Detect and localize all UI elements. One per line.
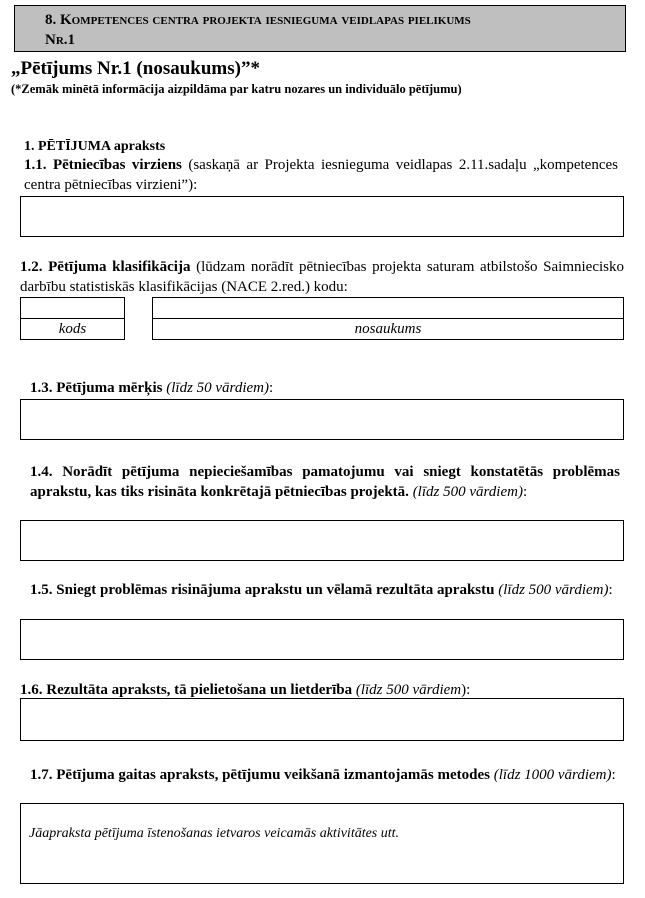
research-direction-field[interactable] (20, 196, 624, 237)
appendix-header: 8. Kompetences centra projekta iesnieguma veidlapas pielikums Nr.1 (14, 5, 626, 52)
item-1-2-label: 1.2. Pētījuma klasifikācija (lūdzam norādīt pētniecības projekta saturam atbilstošo Saimniecisko darbību statistiskās klasifikācijas (NACE 2.red.) kodu: (20, 259, 625, 295)
problem-justification-field[interactable] (20, 520, 624, 561)
item-1-3-label: 1.3. Pētījuma mērķis (līdz 50 vārdiem): (30, 380, 274, 396)
result-description-field[interactable] (20, 698, 624, 741)
study-title: „Pētījums Nr.1 (nosaukums)”* (11, 58, 260, 79)
study-note: (*Zemāk minētā informācija aizpildāma par katru nozares un individuālo pētījumu) (11, 82, 462, 96)
study-goal-field[interactable] (20, 399, 624, 440)
solution-description-field[interactable] (20, 619, 624, 660)
item-1-5-label: 1.5. Sniegt problēmas risinājuma aprakstu un vēlamā rezultāta aprakstu (līdz 500 vārdiem): (30, 582, 613, 598)
nace-name-label: nosaukums (152, 318, 624, 340)
section-heading: 1. PĒTĪJUMA apraksts (24, 139, 166, 154)
methods-description-hint: Jāapraksta pētījuma īstenošanas ietvaros veicamās aktivitātes utt. (29, 826, 400, 841)
item-1-1-label: 1.1. Pētniecības virziens (saskaņā ar Projekta iesnieguma veidlapas 2.11.sadaļu „kompetences centra pētniecības virzieni”): (24, 157, 618, 193)
methods-description-field[interactable] (20, 803, 624, 884)
nace-name-field[interactable] (152, 297, 624, 319)
item-1-6-label: 1.6. Rezultāta apraksts, tā pielietošana un lietderība (līdz 500 vārdiem): (20, 682, 471, 698)
item-1-4-label: 1.4. Norādīt pētījuma nepieciešamības pamatojumu vai sniegt konstatētās problēmas aprakstu, kas tiks risināta konkrētajā pētniecības projektā. (līdz 500 vārdiem): (30, 464, 620, 500)
nace-code-field[interactable] (20, 297, 125, 319)
item-1-7-label: 1.7. Pētījuma gaitas apraksts, pētījumu veikšanā izmantojamās metodes (līdz 1000 vārdiem): (30, 767, 616, 783)
nace-code-label: kods (20, 318, 125, 340)
